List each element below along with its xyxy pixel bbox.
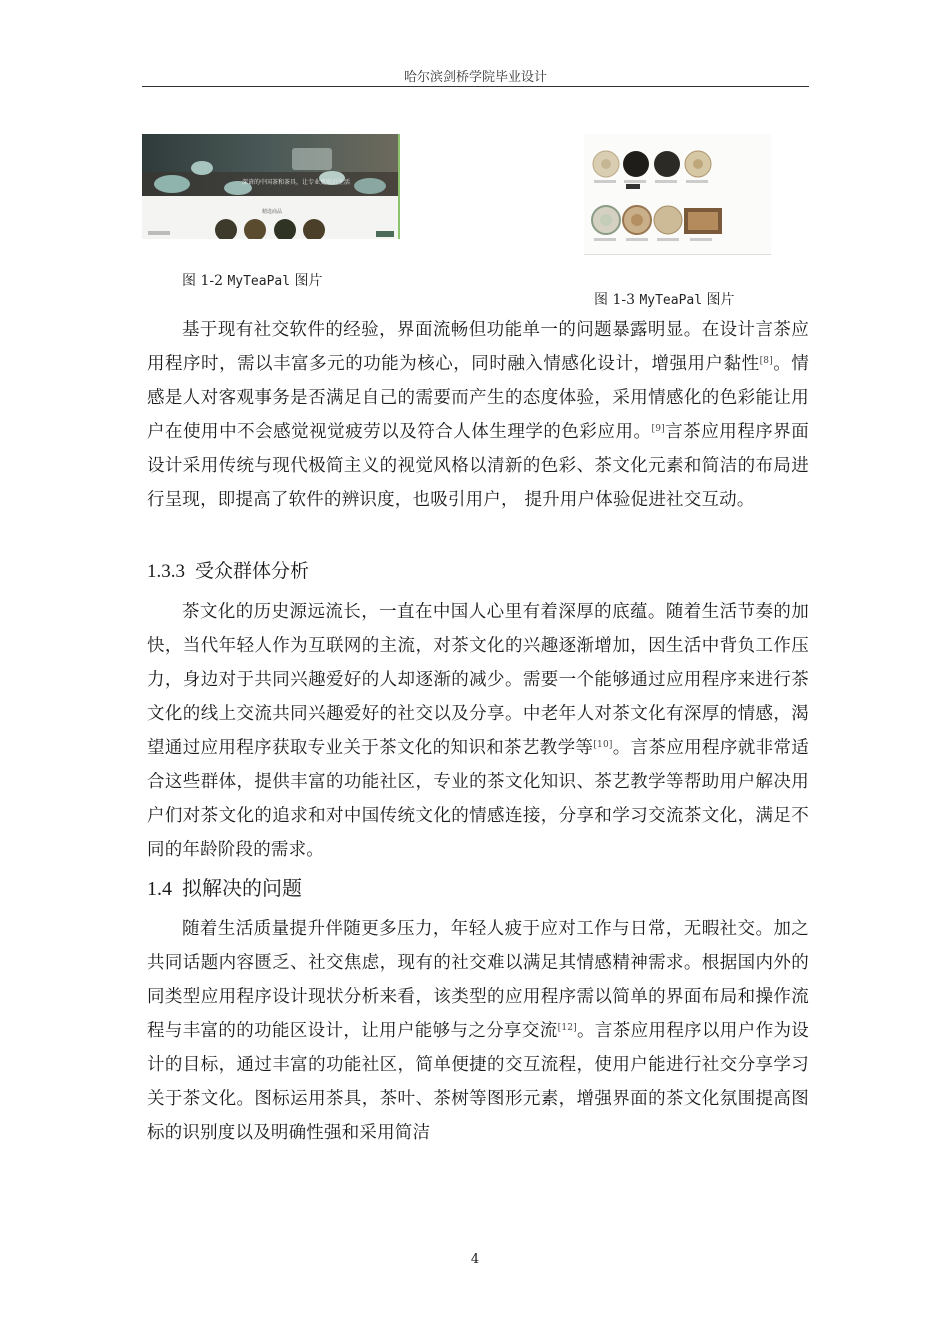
running-header: 哈尔滨剑桥学院毕业设计	[403, 70, 547, 85]
paragraph-design-approach	[147, 313, 809, 517]
paragraph-text: 。情感是人对客观事务是否满足自己的需要而产生的态度体验，采用情感化的色彩能让用户在使用中不会感觉视觉疲劳以及符合人体生理学的色彩应用。	[147, 354, 809, 442]
section-number: 1.3.3	[147, 561, 185, 582]
section-number: 1.4	[147, 878, 172, 900]
section-title: 受众群体分析	[195, 560, 310, 582]
paragraph-audience-analysis	[147, 595, 809, 867]
figure-1-2-image	[142, 134, 400, 239]
citation-ref[interactable]: [10]	[593, 740, 613, 750]
paragraph-text: 言茶应用程序界面设计采用传统与现代极简主义的视觉风格以清新的色彩、茶文化元素和简洁的布局进行呈现，即提高了软件的辨识度，也吸引用户， 提升用户体验促进社交互动。	[147, 422, 809, 510]
figure-1-2-caption-app: MyTeaPal	[227, 274, 291, 289]
citation-ref[interactable]: [12]	[557, 1023, 577, 1033]
figure-1-2-caption-prefix: 图 1-2	[182, 273, 228, 289]
paragraph-text: 。言茶应用程序就非常适合这些群体，提供丰富的功能社区，专业的茶文化知识、茶艺教学等帮助用户解决用户们对茶文化的追求和对中国传统文化的情感连接，分享和学习交流茶文化，满足不同的年龄阶段的需求。	[147, 738, 809, 860]
figure-1-3-caption-suffix: 图片	[702, 292, 735, 308]
figure-1-2-caption-suffix: 图片	[290, 273, 323, 289]
paragraph-text: 随着生活质量提升伴随更多压力，年轻人疲于应对工作与日常，无暇社交。加之共同话题内容匮乏、社交焦虑，现有的社交难以满足其情感精神需求。根据国内外的同类型应用程序设计现状分析来看，该类型的应用程序需以简单的界面布局和操作流程与丰富的的功能区设计，让用户能够与之分享交流	[147, 919, 809, 1041]
citation-ref[interactable]: [8]	[759, 356, 773, 366]
figure-1-3-caption	[594, 289, 735, 309]
figure-1-3-illustration	[584, 134, 771, 254]
header-rule	[142, 86, 809, 87]
paragraph-text: 。言茶应用程序以用户作为设计的目标，通过丰富的功能社区，简单便捷的交互流程，使用户能进行社交分享学习关于茶文化。图标运用茶具，茶叶、茶树等图形元素，增强界面的茶文化氛围提高图标的识别度以及明确性强和采用简洁	[147, 1021, 809, 1143]
citation-ref[interactable]: [9]	[651, 424, 665, 434]
section-title: 拟解决的问题	[182, 876, 302, 900]
figure-1-3-caption-app: MyTeaPal	[639, 293, 703, 308]
section-heading-1-4	[147, 872, 302, 901]
paragraph-text: 基于现有社交软件的经验，界面流畅但功能单一的问题暴露明显。在设计言茶应用程序时，需以丰富多元的功能为核心，同时融入情感化设计，增强用户黏性	[147, 320, 809, 374]
figure-1-3-image	[584, 134, 771, 255]
paragraph-problems-to-solve	[147, 912, 809, 1150]
figure-1-2-caption	[182, 270, 323, 290]
page-number: 4	[470, 1252, 480, 1267]
section-heading-1-3-3	[147, 556, 309, 583]
figure-1-3-caption-prefix: 图 1-3	[594, 292, 640, 308]
paragraph-text: 茶文化的历史源远流长，一直在中国人心里有着深厚的底蕴。随着生活节奏的加快，当代年轻人作为互联网的主流，对茶文化的兴趣逐渐增加，因生活中背负工作压力，身边对于共同兴趣爱好的人却逐渐的减少。需要一个能够通过应用程序来进行茶文化的线上交流共同兴趣爱好的社交以及分享。中老年人对茶文化有深厚的情感，渴望通过应用程序获取专业关于茶文化的知识和茶艺教学等	[147, 602, 809, 758]
figure-1-2-banner-text: 深谙的中国茶和茶具，让专业更贴近生活	[242, 179, 351, 186]
figure-1-2-illustration	[142, 134, 400, 239]
figure-1-2-section-label: 精选商品	[262, 209, 283, 215]
